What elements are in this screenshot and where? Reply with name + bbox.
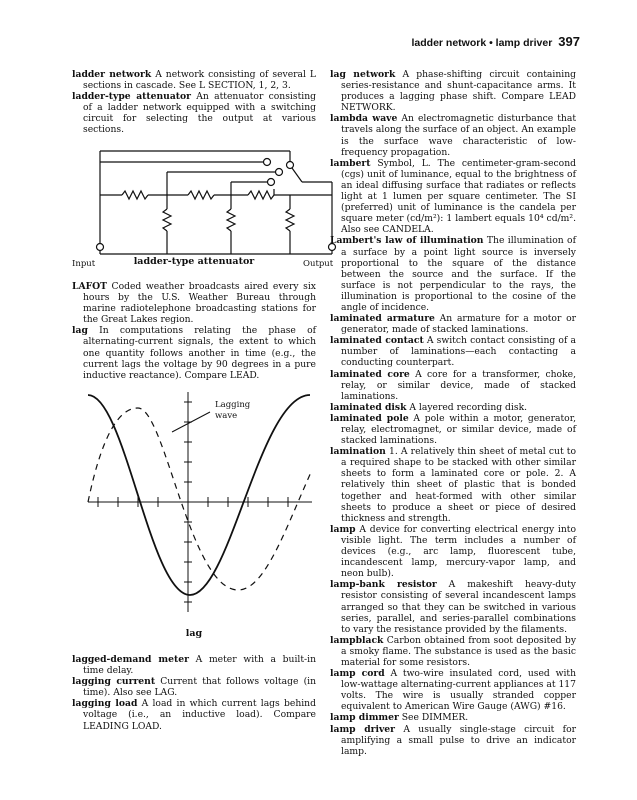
entry-lampblack: lampblack Carbon obtained from soot deposited by a smoky flame. The substance is used as the basic material for some resistors. xyxy=(330,634,577,668)
entry-lafot: LAFOT Coded weather broadcasts aired every six hours by the U.S. Weather Bureau through marine radiotelephone broadcasting stations for the Great Lakes region. xyxy=(72,281,316,326)
left-column-bottom xyxy=(72,654,316,732)
series-resistor-2 xyxy=(188,191,214,199)
right-column xyxy=(330,69,576,757)
entry-lamp-bank-resistor: lamp-bank resistor A makeshift heavy-duty resistor consisting of several incandescent lamps arranged so that they can be switched in various series, parallel, and series-parallel combinations to vary the resistance provided by the filaments. xyxy=(330,579,576,635)
entry-lamination: lamination 1. A relatively thin sheet of metal cut to a required shape to be stacked with other similar sheets to form a laminated core or pole. 2. A relatively thin sheet of plastic that is bonded together and heat-formed with other similar sheets to produce a sheet or piece of desired thickness and strength. xyxy=(330,446,577,524)
fig1-caption: ladder-type attenuator xyxy=(133,256,255,267)
running-header xyxy=(380,34,580,49)
entry-ladder-network: ladder network A network consisting of several L sections in cascade. See L SECTION, 1, 2, 3. xyxy=(72,69,316,92)
entry-lagging-current: lagging current Current that follows voltage (in time). Also see LAG. xyxy=(72,676,317,699)
lagging-wave-pointer xyxy=(172,412,210,432)
lagging-label-1: Lagging xyxy=(215,400,251,410)
shunt-resistor-1 xyxy=(163,209,171,231)
entry-laminated-pole: laminated pole A pole within a motor, generator, relay, electromagnet, or similar device, made of stacked laminations. xyxy=(330,412,576,447)
leading-wave xyxy=(88,395,310,595)
lagging-wave xyxy=(88,408,312,590)
entry-laminated-core: laminated core A core for a transformer, choke, relay, or similar device, made of stacked laminations. xyxy=(330,368,576,402)
entry-lambert: lambert Symbol, L. The centimeter-gram-second (cgs) unit of luminance, equal to the brightness of an ideal diffusing surface that radiates or reflects light at 1 lumen per square centimeter. The SI (preferred) unit of luminance is the candela per square meter (cd/m²): 1 lambert equals 10⁴ cd/m². Also see CANDELA. xyxy=(330,157,576,236)
switch-tap-3 xyxy=(268,179,275,186)
entry-lamp: lamp A device for converting electrical energy into visible light. The term includes a number of devices (e.g., arc lamp, fluorescent tube, incandescent lamp, mercury-vapor lamp, and neon bulb). xyxy=(330,523,577,580)
page-number: 397 xyxy=(558,34,580,49)
switch-tap-2 xyxy=(276,169,283,176)
shunt-resistor-2 xyxy=(227,209,235,231)
entry-lamp-driver: lamp driver A usually single-stage circuit for amplifying a small pulse to drive an indicator lamp. xyxy=(330,723,577,757)
entry-lamp-dimmer: lamp dimmer See DIMMER. xyxy=(330,712,469,724)
entry-lagged-demand-meter: lagged-demand meter A meter with a built-in time delay. xyxy=(72,654,316,677)
ladder-attenuator-figure xyxy=(70,140,334,270)
lagging-label-2: wave xyxy=(215,411,238,421)
fig2-caption: lag xyxy=(185,628,203,639)
left-column-top xyxy=(72,69,316,136)
series-resistor-1 xyxy=(122,191,148,199)
switch-tap-1 xyxy=(264,159,271,166)
lag-waveform-figure xyxy=(80,390,320,620)
entry-lagging-load: lagging load A load in which current lags behind voltage (i.e., an inductive load). Compare LEADING LOAD. xyxy=(72,698,316,732)
shunt-resistor-3 xyxy=(286,209,294,231)
entry-lag: lag In computations relating the phase of alternating-current signals, the extent to which one quantity follows another in time (e.g., the current lags the voltage by 90 degrees in a pure inductive reactance). Compare LEAD. xyxy=(72,325,316,381)
entry-lamp-cord: lamp cord A two-wire insulated cord, used with low-wattage alternating-current appliances at 117 volts. The wire is usually stranded copper equivalent to American Wire Gauge (AWG) #16. xyxy=(330,668,577,713)
left-column-middle xyxy=(72,281,316,381)
entry-laminated-disk: laminated disk A layered recording disk. xyxy=(330,401,528,413)
input-terminal xyxy=(97,244,104,251)
input-label: Input xyxy=(72,259,96,269)
entry-lag-network: lag network A phase-shifting circuit containing series-resistance and shunt-capacitance arms. It produces a lagging phase shift. Compare LEAD NETWORK. xyxy=(330,69,577,114)
entry-laminated-contact: laminated contact A switch contact consisting of a number of laminations—each contacting a conducting counterpart. xyxy=(330,335,576,369)
entry-ladder-type-attenuator: ladder-type attenuator An attenuator consisting of a ladder network equipped with a switching circuit for selecting the output at various sections. xyxy=(72,91,317,136)
entry-lambda-wave: lambda wave An electromagnetic disturbance that travels along the surface of an object. An example is the surface wave characteristic of low-frequency propagation. xyxy=(330,113,577,158)
header-title: ladder network • lamp driver xyxy=(411,37,553,49)
switch-pivot xyxy=(287,162,294,169)
switch-arm xyxy=(292,168,302,182)
entry-laminated-armature: laminated armature An armature for a motor or generator, made of stacked laminations. xyxy=(330,313,577,336)
entry-lamberts-law: Lambert's law of illumination The illumination of a surface by a point light source is inversely proportional to the square of the distance between the source and the surface. If the surface is not perpendicular to the rays, the illumination is proportional to the cosine of the angle of incidence. xyxy=(330,235,576,313)
output-label: Output xyxy=(303,259,334,269)
series-resistor-3 xyxy=(248,191,274,199)
